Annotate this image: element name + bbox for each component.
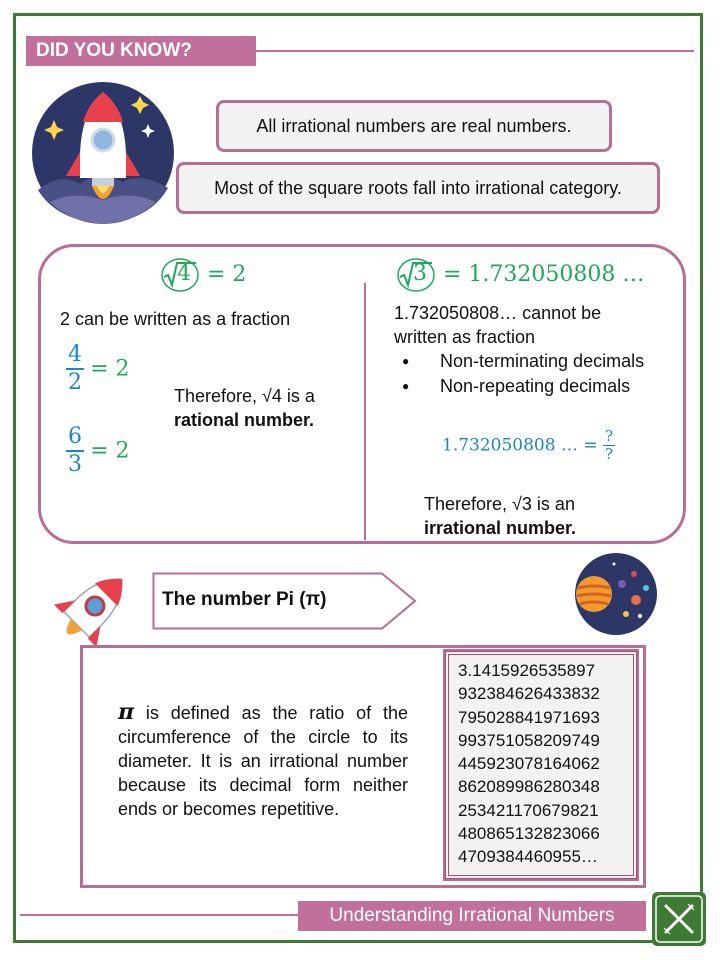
comparison-divider — [364, 283, 366, 540]
pi-digits-line: 993751058209749 — [458, 730, 600, 750]
pi-digits-line: 480865132823066 — [458, 824, 600, 844]
fraction-4-over-2 — [66, 342, 130, 396]
small-rocket-icon — [38, 564, 142, 658]
solar-system-illustration — [574, 552, 658, 636]
right-conclusion-bold: irrational number. — [424, 518, 577, 538]
irrational-properties-list — [394, 350, 674, 398]
left-line1: 2 can be written as a fraction — [60, 309, 291, 329]
pi-symbol: π — [118, 699, 135, 725]
right-conclusion-text: Therefore, √3 is an — [424, 494, 575, 514]
fact-irrational-real: All irrational numbers are real numbers. — [216, 100, 612, 152]
bullet-item: ● Non-terminating decimals — [394, 350, 674, 373]
left-conclusion-text: Therefore, √4 is a — [174, 386, 315, 406]
sqrt4-radicand: 4 — [177, 261, 191, 286]
header-rule — [256, 50, 694, 52]
pi-digits-line: 3.1415926535897 — [458, 661, 596, 680]
sqrt3-circle — [396, 257, 436, 293]
frac2-result: = 2 — [90, 438, 130, 464]
frac1-den: 2 — [68, 370, 82, 395]
pi-digits-line: 4709384460955… — [458, 847, 598, 867]
sqrt4-equation — [160, 257, 246, 293]
pi-digits-line: 445923078164062 — [458, 754, 600, 774]
frac1-result: = 2 — [90, 356, 130, 382]
frac2-den: 3 — [68, 452, 82, 477]
unknown-den: ? — [605, 445, 614, 463]
frac1-num: 4 — [66, 342, 84, 370]
left-conclusion — [174, 384, 354, 432]
footer-title: Understanding Irrational Numbers — [298, 901, 646, 931]
pi-digits-line: 795028841971693 — [458, 707, 600, 727]
sqrt3-radicand: 3 — [413, 261, 427, 286]
pencil-ruler-logo-icon — [652, 892, 706, 946]
rocket-launch-illustration — [30, 80, 176, 226]
pi-definition-text: is defined as the ratio of the circumference of the circle to its diameter. It is an irrational number because its decimal form neither ends or becomes repetitive. — [118, 703, 408, 819]
unknown-fraction-equation — [442, 428, 615, 463]
sqrt4-result: = 2 — [207, 262, 247, 287]
pi-definition — [118, 700, 408, 821]
pi-digits-box — [445, 651, 637, 879]
bullet-item: ● Non-repeating decimals — [394, 375, 674, 398]
sqrt3-equation — [396, 257, 644, 293]
unknown-num: ? — [605, 427, 614, 445]
frac2-num: 6 — [66, 424, 84, 452]
fraction-6-over-3 — [66, 424, 130, 478]
footer-rule — [20, 914, 302, 916]
pi-digits-line: 932384626433832 — [458, 684, 600, 704]
pi-digits-line: 253421170679821 — [458, 800, 599, 820]
pi-title: The number Pi (π) — [162, 589, 327, 610]
pi-digits-line: 862089986280348 — [458, 777, 600, 797]
unknown-fraction-left: 1.732050808 … = — [442, 435, 598, 456]
fact-square-roots: Most of the square roots fall into irrational category. — [176, 162, 660, 214]
right-conclusion — [424, 492, 664, 540]
did-you-know-header: DID YOU KNOW? — [26, 36, 256, 66]
sqrt3-result: = 1.732050808 … — [443, 262, 645, 287]
right-line1: 1.732050808… cannot be written as fraction — [394, 303, 602, 347]
left-conclusion-bold: rational number. — [174, 410, 315, 430]
sqrt4-circle — [160, 257, 200, 293]
